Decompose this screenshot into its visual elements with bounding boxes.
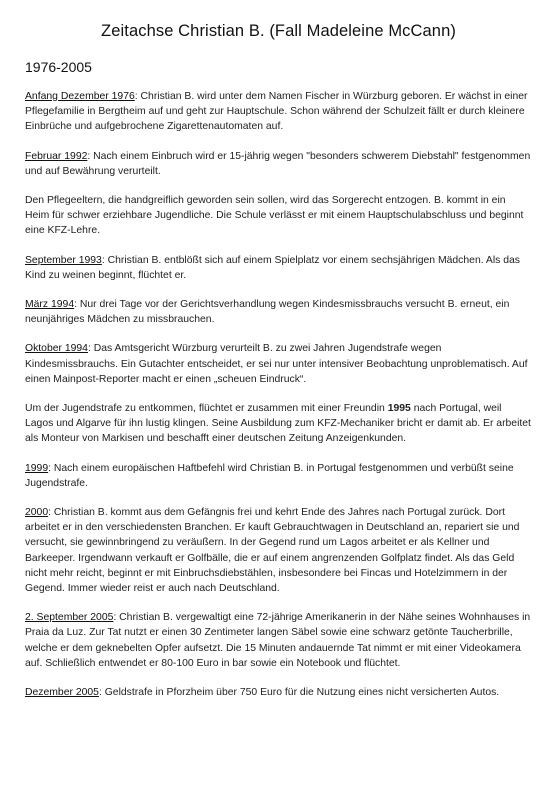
section-heading: 1976-2005 (25, 59, 92, 75)
timeline-entry (25, 149, 532, 179)
entry-date: 1999 (25, 462, 49, 474)
entry-text: nach Portugal, weil Lagos und Algarve für ihn lustig klingen. Seine Ausbildung zum KFZ-Mechaniker bricht er damit ab. Er arbeitet als Monteur von Markisen und beschafft einer deutschen Zeitung Anzeigenkunden. (25, 403, 531, 445)
entry-text: : Christian B. kommt aus dem Gefängnis frei und kehrt Ende des Jahres nach Portugal zurück. Dort arbeitet er in den verschiedensten Branchen. Er kauft Gebrauchtwagen in Deutschland an, repariert sie und versucht, sie gewinnbringend zu veräußern. In der Gegend rund um Lagos arbeitet er als Kellner und Barkeeper. Irgendwann verkauft er Golfbälle, die er auf einem angrenzenden Golfplatz findet. Als das Geld nicht mehr reicht, beginnt er mit Einbruchsdiebstählen, insbesondere bei Fincas und Hotelzimmern in der Gegend. Immer wieder reist er auch nach Deutschland. (25, 507, 520, 595)
entry-text: : Nur drei Tage vor der Gerichtsverhandlung wegen Kindesmissbrauchs versucht B. erneut, ein neunjähriges Mädchen zu missbrauchen. (25, 299, 510, 326)
entry-date: September 1993 (25, 254, 102, 266)
timeline-entry (25, 193, 532, 239)
entry-date: März 1994 (25, 299, 75, 311)
timeline-entry (25, 253, 532, 283)
timeline-entry (25, 461, 532, 491)
entry-text: Den Pflegeeltern, die handgreiflich geworden sein sollen, wird das Sorgerecht entzogen. B. kommt in ein Heim für schwer erziehbare Jugendliche. Die Schule verlässt er mit einem Hauptschulabschluss und beginnt eine KFZ-Lehre. (25, 195, 524, 237)
entry-date: Oktober 1994 (25, 343, 88, 355)
timeline-entry (25, 505, 532, 596)
entry-text: : Nach einem Einbruch wird er 15-jährig wegen "besonders schwerem Diebstahl" festgenommen und auf Bewährung verurteilt. (25, 150, 531, 177)
entry-date: Anfang Dezember 1976 (25, 91, 135, 102)
entry-date: Dezember 2005 (25, 687, 99, 699)
entry-text: : Nach einem europäischen Haftbefehl wird Christian B. in Portugal festgenommen und verbüßt seine Jugendstrafe. (25, 462, 514, 489)
timeline-entry (25, 341, 532, 387)
entry-text: : Christian B. wird unter dem Namen Fischer in Würzburg geboren. Er wächst in einer Pflegefamilie in Bergtheim auf und geht zur Hauptschule. Schon während der Schulzeit fällt er durch kleinere Einbrüche und aufgebrochene Zigarettenautomaten auf. (25, 91, 528, 133)
timeline-entry (25, 610, 532, 671)
timeline-entry (25, 89, 532, 135)
entry-text: Um der Jugendstrafe zu entkommen, flüchtet er zusammen mit einer Freundin (25, 403, 388, 415)
entry-text: : Christian B. vergewaltigt eine 72-jährige Amerikanerin in der Nähe seines Wohnhauses in Praia da Luz. Zur Tat nutzt er einen 30 Zentimeter langen Säbel sowie eine schwarz getönte Taucherbrille, welche er dem geknebelten Opfer aufsetzt. Die 15 Minuten andauernde Tat nimmt er mit einer Videokamera auf. Schließlich entwendet er 80-100 Euro in bar sowie ein Notebook und flüchtet. (25, 612, 531, 669)
entry-text: : Das Amtsgericht Würzburg verurteilt B. zu zwei Jahren Jugendstrafe wegen Kindesmissbrauchs. Ein Gutachter entscheidet, er sei nur unter intensiver Beobachtung unproblematisch. Auf einen Mainpost-Reporter macht er einen „scheuen Eindruck“. (25, 343, 528, 385)
entry-date: 2000 (25, 507, 49, 519)
timeline-entry (25, 685, 532, 700)
document-title: Zeitachse Christian B. (Fall Madeleine McCann) (101, 22, 456, 40)
timeline-entry (25, 297, 532, 327)
entry-date: Februar 1992 (25, 150, 88, 162)
timeline-entry (25, 401, 532, 447)
entry-text: : Geldstrafe in Pforzheim über 750 Euro für die Nutzung eines nicht versicherten Autos. (98, 687, 500, 699)
entry-text: : Christian B. entblößt sich auf einem Spielplatz vor einem sechsjährigen Mädchen. Als das Kind zu weinen beginnt, flüchtet er. (25, 254, 520, 281)
entry-year-bold: 1995 (387, 403, 411, 415)
entry-date: 2. September 2005 (25, 612, 114, 624)
